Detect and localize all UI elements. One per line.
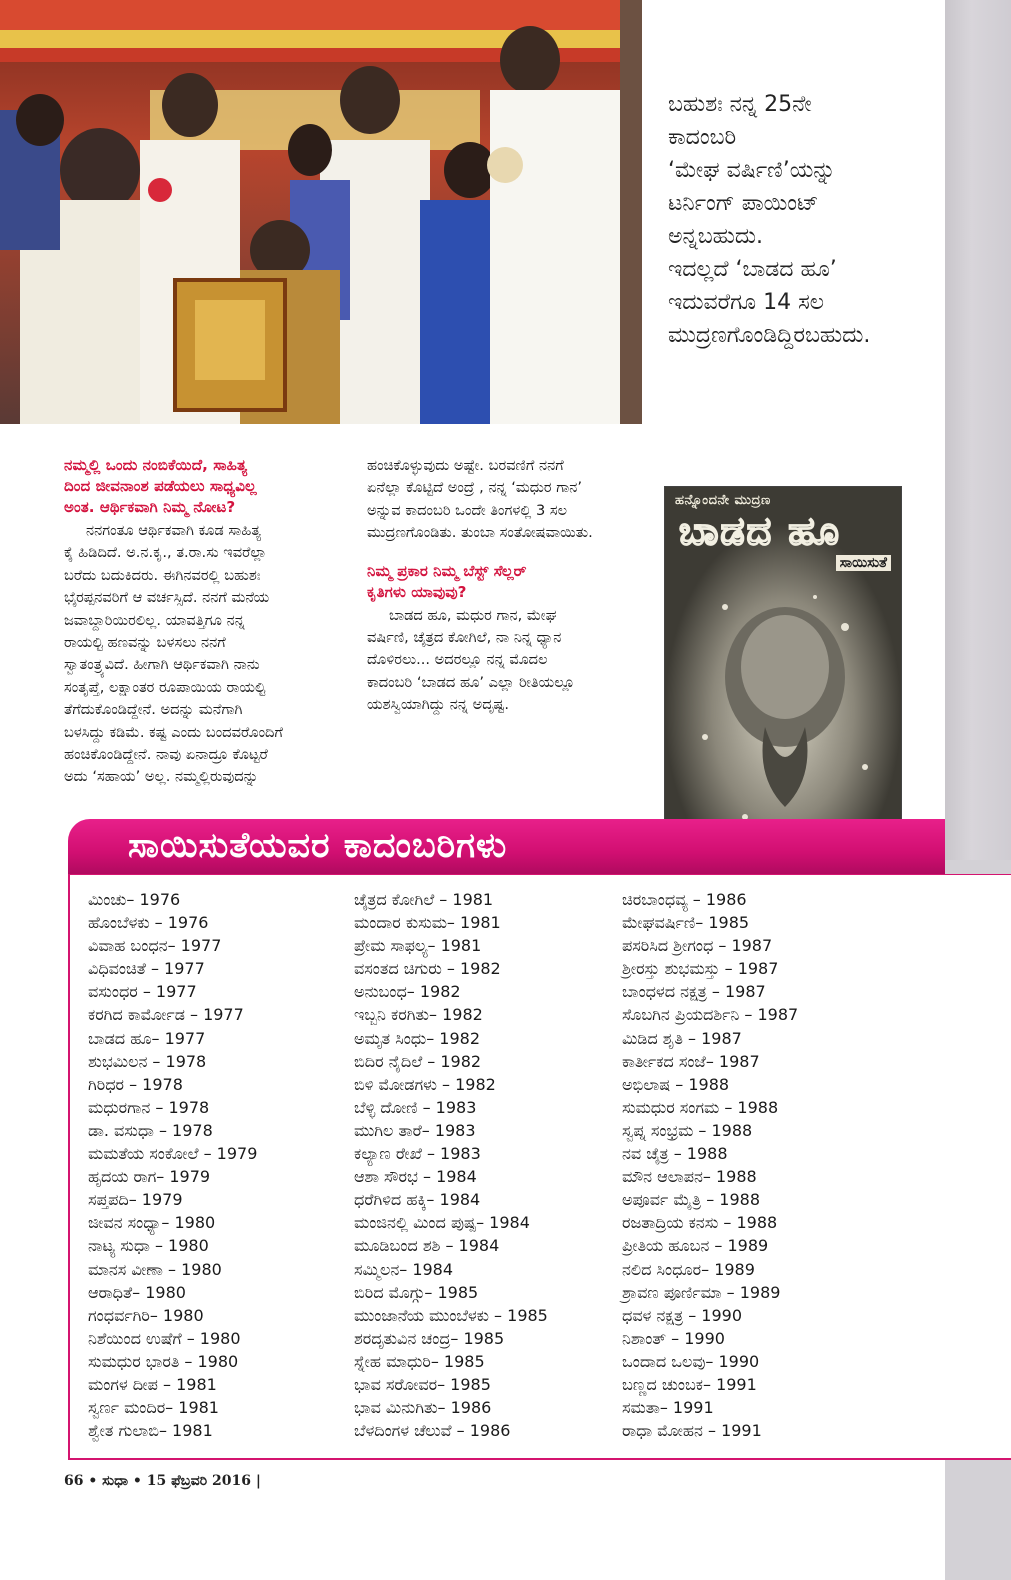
list-item: ಭಾವ ಸರೋವರ– 1985	[354, 1374, 491, 1394]
list-item: ಶ್ರೀರಸ್ತು ಶುಭಮಸ್ತು – 1987	[622, 959, 779, 979]
caption-line: ಇದುವರೆಗೂ 14 ಸಲ	[668, 290, 825, 315]
list-item: ಬಾಡದ ಹೂ– 1977	[88, 1028, 206, 1048]
novels-list-column-1	[88, 888, 257, 1442]
book-edition-label: ಹನ್ನೊಂದನೇ ಮುದ್ರಣ	[675, 493, 771, 508]
list-item: ಆಶಾ ಸೌರಭ – 1984	[354, 1167, 477, 1187]
list-item: ಮಧುರಗಾನ – 1978	[88, 1097, 210, 1117]
list-item: ಗಂಧರ್ವಗಿರಿ– 1980	[88, 1305, 204, 1325]
list-item: ಪಸರಿಸಿದ ಶ್ರೀಗಂಧ – 1987	[622, 936, 773, 956]
list-item: ಬಿರಿದ ಮೊಗ್ಗು– 1985	[354, 1282, 479, 1302]
list-item: ನಿಶೆಯಿಂದ ಉಷೆಗೆ – 1980	[88, 1328, 241, 1348]
list-item: ಅನುಬಂಧ– 1982	[354, 982, 461, 1002]
article-column-1	[64, 455, 349, 789]
list-item: ಸ್ವರ್ಣ ಮಂದಿರ– 1981	[88, 1398, 219, 1418]
list-item: ಕರಗಿದ ಕಾರ್ಮೋಡ – 1977	[88, 1005, 244, 1025]
list-item: ಚಿರಬಾಂಧವ್ಯ – 1986	[622, 890, 747, 909]
book-cover-badada-hoo	[664, 486, 902, 860]
list-item: ಅಭಿಲಾಷ – 1988	[622, 1074, 730, 1094]
list-item: ಸುಮಧುರ ಭಾರತಿ – 1980	[88, 1351, 239, 1371]
list-item: ಅಪೂರ್ವ ಮೈತ್ರಿ – 1988	[622, 1190, 761, 1210]
list-item: ಹೃದಯ ರಾಗ– 1979	[88, 1167, 211, 1187]
award-ceremony-photo	[0, 0, 642, 424]
list-item: ಶ್ವೇತ ಗುಲಾಬಿ– 1981	[88, 1421, 213, 1441]
photo-caption	[668, 88, 933, 352]
article-column-2	[367, 455, 647, 717]
interview-question-1: ನಮ್ಮಲ್ಲಿ ಒಂದು ನಂಬಿಕೆಯಿದೆ, ಸಾಹಿತ್ಯ ದಿಂದ ಜೀವನಾಂಶ ಪಡೆಯಲು ಸಾಧ್ಯವಿಲ್ಲ ಅಂತ. ಆರ್ಥಿಕವಾಗಿ ನಿಮ್ಮ ನೋಟ?	[64, 456, 257, 516]
caption-line: ಬಹುಶಃ ನನ್ನ 25ನೇ	[668, 92, 812, 117]
interview-answer-1-continued: ಹಂಚಿಕೊಳ್ಳುವುದು ಅಷ್ಟೇ. ಬರವಣಿಗೆ ನನಗೆ ಏನೆಲ್ಲಾ ಕೊಟ್ಟಿದೆ ಅಂದ್ರೆ , ನನ್ನ ‘ಮಧುರ ಗಾನ’ ಅನ್ನುವ ಕಾದಂಬರಿ ಒಂದೇ ತಿಂಗಳಲ್ಲಿ 3 ಸಲ ಮುದ್ರಣಗೊಂಡಿತು. ತುಂಬಾ ಸಂತೋಷವಾಯಿತು.	[367, 457, 593, 542]
list-item: ಮಾನಸ ವೀಣಾ – 1980	[88, 1259, 222, 1279]
caption-line: ಇದಲ್ಲದೆ ‘ಬಾಡದ ಹೂ’	[668, 257, 837, 282]
list-item: ಮಂದಾರ ಕುಸುಮ– 1981	[354, 913, 501, 933]
list-item: ಸುಮಧುರ ಸಂಗಮ – 1988	[622, 1097, 779, 1117]
list-item: ಮಂಜಿನಲ್ಲಿ ಮಿಂದ ಪುಷ್ಪ– 1984	[354, 1213, 530, 1233]
list-item: ಬೆಳ್ಳಿ ದೋಣಿ – 1983	[354, 1097, 477, 1117]
novels-list-column-2	[354, 888, 548, 1442]
list-item: ರಜತಾದ್ರಿಯ ಕನಸು – 1988	[622, 1213, 778, 1233]
list-item: ಧರೆಗಿಳಿದ ಹಕ್ಕಿ– 1984	[354, 1190, 481, 1210]
list-item: ನವ ಚೈತ್ರ – 1988	[622, 1144, 728, 1164]
list-item: ಧವಳ ನಕ್ಷತ್ರ – 1990	[622, 1305, 742, 1325]
caption-line: ಟರ್ನಿಂಗ್ ಪಾಯಿಂಟ್	[668, 191, 819, 216]
caption-line: ಕಾದಂಬರಿ	[668, 125, 737, 150]
interview-answer-1: ನನಗಂತೂ ಆರ್ಥಿಕವಾಗಿ ಕೂಡ ಸಾಹಿತ್ಯ ಕೈ ಹಿಡಿದಿದೆ. ಅ.ನ.ಕೃ., ತ.ರಾ.ಸು ಇವರೆಲ್ಲಾ ಬರೆದು ಬದುಕಿದರು. ಈಗಿನವರಲ್ಲಿ ಬಹುಶಃ ಭೈರಪ್ಪನವರಿಗೆ ಆ ವರ್ಚಸ್ಸಿದೆ. ನನಗೆ ಮನೆಯ ಜವಾಬ್ದಾರಿಯಿರಲಿಲ್ಲ. ಯಾವತ್ತಿಗೂ ನನ್ನ ರಾಯಲ್ಟಿ ಹಣವನ್ನು ಬಳಸಲು ನನಗೆ ಸ್ವಾತಂತ್ರ್ಯವಿದೆ. ಹೀಗಾಗಿ ಆರ್ಥಿಕವಾಗಿ ನಾನು ಸಂತೃಪ್ತೆ, ಲಕ್ಷಾಂತರ ರೂಪಾಯಿಯ ರಾಯಲ್ಟಿ ತೆಗೆದುಕೊಂಡಿದ್ದೇನೆ. ಅದನ್ನು ಮನೆಗಾಗಿ ಬಳಸಿದ್ದು ಕಡಿಮೆ. ಕಷ್ಟ ಎಂದು ಬಂದವರೊಂದಿಗೆ ಹಂಚಿಕೊಂಡಿದ್ದೇನೆ. ನಾವು ಏನಾದ್ರೂ ಕೊಟ್ಟರೆ ಅದು ‘ಸಹಾಯ’ ಅಲ್ಲ. ನಮ್ಮಲ್ಲಿರುವುದನ್ನು	[64, 522, 283, 786]
list-item: ಅಮೃತ ಸಿಂಧು– 1982	[354, 1028, 481, 1048]
caption-line: ‘ಮೇಘ ವರ್ಷಿಣಿ’ಯನ್ನು	[668, 158, 836, 183]
interview-answer-2: ಬಾಡದ ಹೂ, ಮಧುರ ಗಾನ, ಮೇಘ ವರ್ಷಿಣಿ, ಚೈತ್ರದ ಕೋಗಿಲೆ, ನಾ ನಿನ್ನ ಧ್ಯಾನ ದೊಳಿರಲು... ಅದರಲ್ಲೂ ನನ್ನ ಮೊದಲ ಕಾದಂಬರಿ ‘ಬಾಡದ ಹೂ’ ಎಲ್ಲಾ ರೀತಿಯಲ್ಲೂ ಯಶಸ್ವಿಯಾಗಿದ್ದು ನನ್ನ ಅದೃಷ್ಟ.	[367, 606, 575, 714]
list-item: ಜೀವನ ಸಂಧ್ಯಾ– 1980	[88, 1213, 216, 1233]
list-item: ಬಿಳಿ ಮೋಡಗಳು – 1982	[354, 1074, 496, 1094]
list-item: ಮಿಂಚು– 1976	[88, 890, 181, 909]
list-item: ವಿವಾಹ ಬಂಧನ– 1977	[88, 936, 222, 956]
list-item: ಸೊಬಗಿನ ಪ್ರಿಯದರ್ಶಿನಿ – 1987	[622, 1005, 799, 1025]
list-item: ಮೌನ ಆಲಾಪನ– 1988	[622, 1167, 757, 1187]
list-item: ಹೊಂಬೆಳಕು – 1976	[88, 913, 209, 933]
list-item: ನಿಶಾಂತ್ – 1990	[622, 1328, 725, 1348]
list-item: ಒಂದಾದ ಒಲವು– 1990	[622, 1351, 760, 1371]
list-item: ಸಮ್ಮಿಲನ– 1984	[354, 1259, 454, 1279]
list-item: ಸಮತಾ– 1991	[622, 1398, 714, 1418]
list-item: ಬಾಂಧಳದ ನಕ್ಷತ್ರ – 1987	[622, 982, 766, 1002]
list-item: ಗಿರಿಧರ – 1978	[88, 1074, 183, 1094]
caption-line: ಅನ್ನಬಹುದು.	[668, 224, 764, 249]
list-item: ಮಮತೆಯ ಸಂಕೋಲೆ – 1979	[88, 1144, 258, 1164]
list-item: ಬಿದಿರ ನೈದಿಲೆ – 1982	[354, 1051, 482, 1071]
list-item: ಮೇಘವರ್ಷಿಣಿ– 1985	[622, 913, 750, 933]
list-item: ಕಲ್ಯಾಣ ರೇಖೆ – 1983	[354, 1144, 481, 1164]
novels-list-column-3	[622, 888, 798, 1442]
list-item: ಮಿಡಿದ ಶೃತಿ – 1987	[622, 1028, 742, 1048]
list-item: ವಸುಂಧರ – 1977	[88, 982, 197, 1002]
list-item: ಬಣ್ಣದ ಚುಂಬಕ– 1991	[622, 1374, 757, 1394]
list-item: ಶ್ರಾವಣ ಪೂರ್ಣಿಮಾ – 1989	[622, 1282, 781, 1302]
list-item: ಮುಗಿಲ ತಾರೆ– 1983	[354, 1120, 476, 1140]
novels-banner-title: ಸಾಯಿಸುತೆಯವರ ಕಾದಂಬರಿಗಳು	[128, 826, 508, 866]
book-title: ಬಾಡದ ಹೂ	[679, 509, 841, 553]
list-item: ಪ್ರೀತಿಯ ಹೂಬನ – 1989	[622, 1236, 769, 1256]
list-item: ನಾಟ್ಯ ಸುಧಾ – 1980	[88, 1236, 209, 1256]
list-item: ಪ್ರೇಮ ಸಾಫಲ್ಯ– 1981	[354, 936, 482, 956]
list-item: ಆರಾಧಿತೆ– 1980	[88, 1282, 186, 1302]
list-item: ಶುಭಮಿಲನ – 1978	[88, 1051, 207, 1071]
list-item: ಇಬ್ಬನಿ ಕರಗಿತು– 1982	[354, 1005, 483, 1025]
list-item: ನಲಿದ ಸಿಂಧೂರ– 1989	[622, 1259, 755, 1279]
list-item: ಸ್ನೇಹ ಮಾಧುರಿ– 1985	[354, 1351, 485, 1371]
list-item: ಡಾ. ವಸುಧಾ – 1978	[88, 1120, 213, 1140]
list-item: ಸ್ವಪ್ನ ಸಂಭ್ರಮ – 1988	[622, 1120, 753, 1140]
list-item: ಮಂಗಳ ದೀಪ – 1981	[88, 1374, 217, 1394]
list-item: ಶರದೃತುವಿನ ಚಂದ್ರ– 1985	[354, 1328, 505, 1348]
list-item: ಭಾವ ಮಿನುಗಿತು– 1986	[354, 1398, 492, 1418]
book-author: ಸಾಯಿಸುತೆ	[836, 555, 891, 571]
list-item: ರಾಧಾ ಮೋಹನ – 1991	[622, 1421, 762, 1441]
list-item: ಚೈತ್ರದ ಕೋಗಿಲೆ – 1981	[354, 890, 494, 909]
list-item: ಕಾರ್ತೀಕದ ಸಂಜೆ– 1987	[622, 1051, 760, 1071]
list-item: ಮುಂಜಾನೆಯ ಮುಂಬೆಳಕು – 1985	[354, 1305, 548, 1325]
interview-question-2: ನಿಮ್ಮ ಪ್ರಕಾರ ನಿಮ್ಮ ಬೆಸ್ಟ್ ಸೆಲ್ಲರ್ ಕೃತಿಗಳು ಯಾವುವು?	[367, 561, 527, 601]
list-item: ವಿಧಿವಂಚಿತೆ – 1977	[88, 959, 205, 979]
list-item: ವಸಂತದ ಚಿಗುರು – 1982	[354, 959, 501, 979]
list-item: ಬೆಳದಿಂಗಳ ಚೆಲುವೆ – 1986	[354, 1421, 511, 1441]
page-footer: 66 • ಸುಧಾ • 15 ಫೆಬ್ರವರಿ 2016 |	[64, 1473, 261, 1489]
list-item: ಸಪ್ತಪದಿ– 1979	[88, 1190, 183, 1210]
list-item: ಮೂಡಿಬಂದ ಶಶಿ – 1984	[354, 1236, 500, 1256]
caption-line: ಮುದ್ರಣಗೊಂಡಿದ್ದಿರಬಹುದು.	[668, 323, 871, 348]
